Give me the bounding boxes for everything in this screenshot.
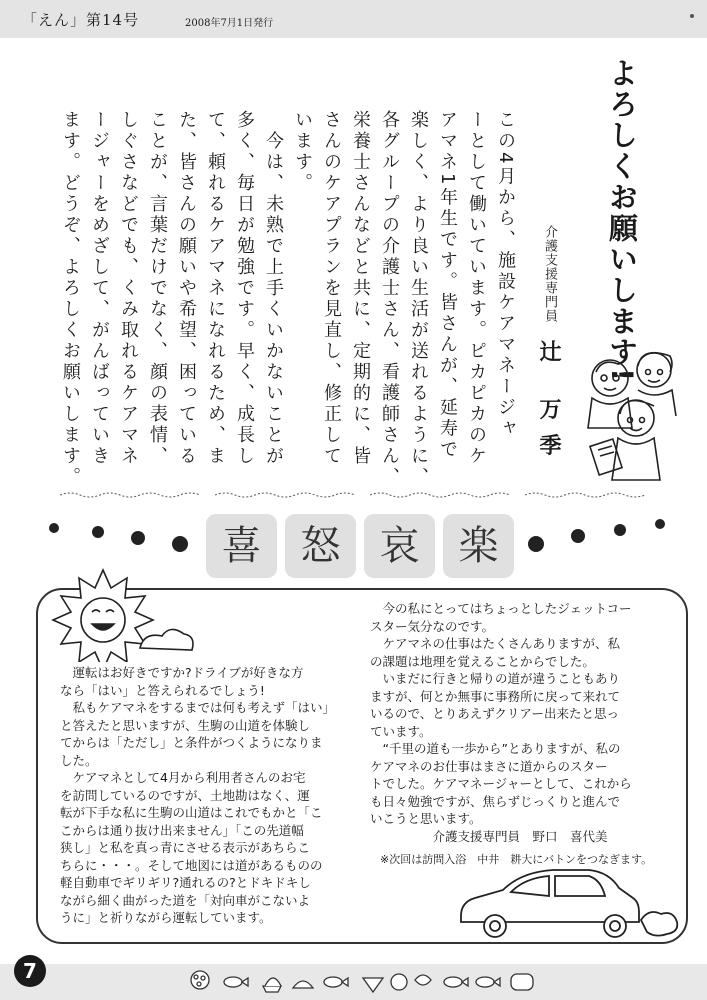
essay-line: いまだに行きと帰りの道が違うこともあり <box>370 671 621 686</box>
article-column: 各グループの介護士さん、看護師さん、 <box>379 110 400 488</box>
author-name: 辻 万季 <box>536 340 561 470</box>
essay-line: “千里の道も一歩から”とありますが、私の <box>370 741 621 756</box>
essay-line: ています。 <box>370 723 432 739</box>
article-column: ーとして働いています。ピカピカのケ <box>466 110 487 467</box>
decorative-dots <box>40 510 680 570</box>
essay-line: と答えたと思いますが、生駒の山道を体験し <box>60 717 311 733</box>
issue-date: 2008年7月1日発行 <box>185 18 274 29</box>
article-column: 今は、未熟で上手くいかないことが <box>263 110 284 467</box>
essay-line: てからは「ただし」と条件がつくようになりま <box>60 735 323 750</box>
article-column: ことが、言葉だけでなく、顔の表情、 <box>147 110 168 467</box>
article-column: 楽しく、より良い生活が送れるように、 <box>408 110 429 488</box>
essay-line: ケアマネとして4月から利用者さんのお宅 <box>60 770 306 785</box>
elderly-people-illustration <box>582 336 692 486</box>
article-column: この4月から、施設ケアマネージャ <box>495 110 516 440</box>
essay-line: スター気分なのです。 <box>370 618 495 634</box>
article-column: ます。どうぞ、よろしくお願いします。 <box>60 110 81 488</box>
article-column: た、皆さんの願いや希望、困っている <box>176 110 197 467</box>
kanji-raku: 楽 <box>443 514 514 578</box>
dotted-divider <box>60 491 650 499</box>
essay-line: 介護支援専門員 野口 喜代美 <box>370 828 608 844</box>
next-baton-note: ※次回は訪問入浴 中井 耕大にバトンをつなぎます。 <box>380 853 653 866</box>
essay-line: こからは通り抜け出来ません」「この先道幅 <box>60 822 304 838</box>
essay-line: 私もケアマネをするまでは何も考えず「はい」 <box>60 700 336 715</box>
essay-line: 軽自動車でギリギリ?通れるの?とドキドキし <box>60 875 311 890</box>
article-column: 多く、毎日が勉強です。早く、成長し <box>234 110 255 467</box>
essay-line: ながら細く曲がった道を「対向車がこないよ <box>60 892 311 908</box>
essay-line: 運転はお好きですか?ドライブが好きな方 <box>60 665 304 680</box>
essay-line: 転が下手な私に生駒の山道はこれでもかと「こ <box>60 805 323 820</box>
author-role: 介護支援専門員 <box>542 225 557 323</box>
essay-line: ケアマネの仕事はたくさんありますが、私 <box>370 636 621 651</box>
essay-line: 狭し」と私を真っ青にさせる表示があちらこ <box>60 840 311 855</box>
essay-line: いこうと思います。 <box>370 811 482 826</box>
essay-line: なら「はい」と答えられるでしょう! <box>60 682 265 698</box>
essay-line: ケアマネのお仕事はまさに道からのスター <box>370 758 608 774</box>
essay-line: トでした。ケアマネージャーとして、これから <box>370 776 632 791</box>
essay-line: ますが、何とか無事に事務所に戻って来れて <box>370 688 621 704</box>
essay-line: した。 <box>60 752 98 768</box>
article-heading: よろしくお願いします! <box>605 58 639 384</box>
page-number: 7 <box>14 955 46 987</box>
essay-line: を訪問しているのですが、土地勘はなく、運 <box>60 787 310 803</box>
article-column: 栄養士さんなどと共に、定期的に、皆 <box>350 110 371 467</box>
article-column: さんのケアプランを見直し、修正して <box>321 110 342 467</box>
essay-line: も日々勉強ですが、焦らずじっくりと進んで <box>370 793 621 809</box>
article-column: アマネ1年生です。皆さんが、延寿で <box>437 110 458 461</box>
article-column: ージャーをめざして、がんばっていき <box>89 110 110 467</box>
article-column: て、頼れるケアマネになれるため、ま <box>205 110 226 467</box>
essay-line: いるので、とりあえずクリアー出来たと思っ <box>370 706 620 721</box>
kanji-do: 怒 <box>285 514 356 578</box>
car-icon <box>455 862 681 940</box>
kanji-ki: 喜 <box>206 514 277 578</box>
newsletter-title: 「えん」第14号 <box>22 11 140 29</box>
footer-food-icons <box>185 966 545 996</box>
essay-line: の課題は地理を覚えることからでした。 <box>370 653 595 669</box>
article-column: しぐさなどでも、くみ取れるケアマネ <box>118 110 139 467</box>
header-dot <box>690 14 694 18</box>
essay-line: 今の私にとってはちょっとしたジェットコー <box>370 601 632 616</box>
essay-line: うに」と祈りながら運転しています。 <box>60 910 272 925</box>
kanji-ai: 哀 <box>364 514 435 578</box>
essay-line: ちらに・・・。そして地図には道があるものの <box>60 857 323 873</box>
article-column: います。 <box>292 110 313 194</box>
sun-icon <box>48 562 198 662</box>
